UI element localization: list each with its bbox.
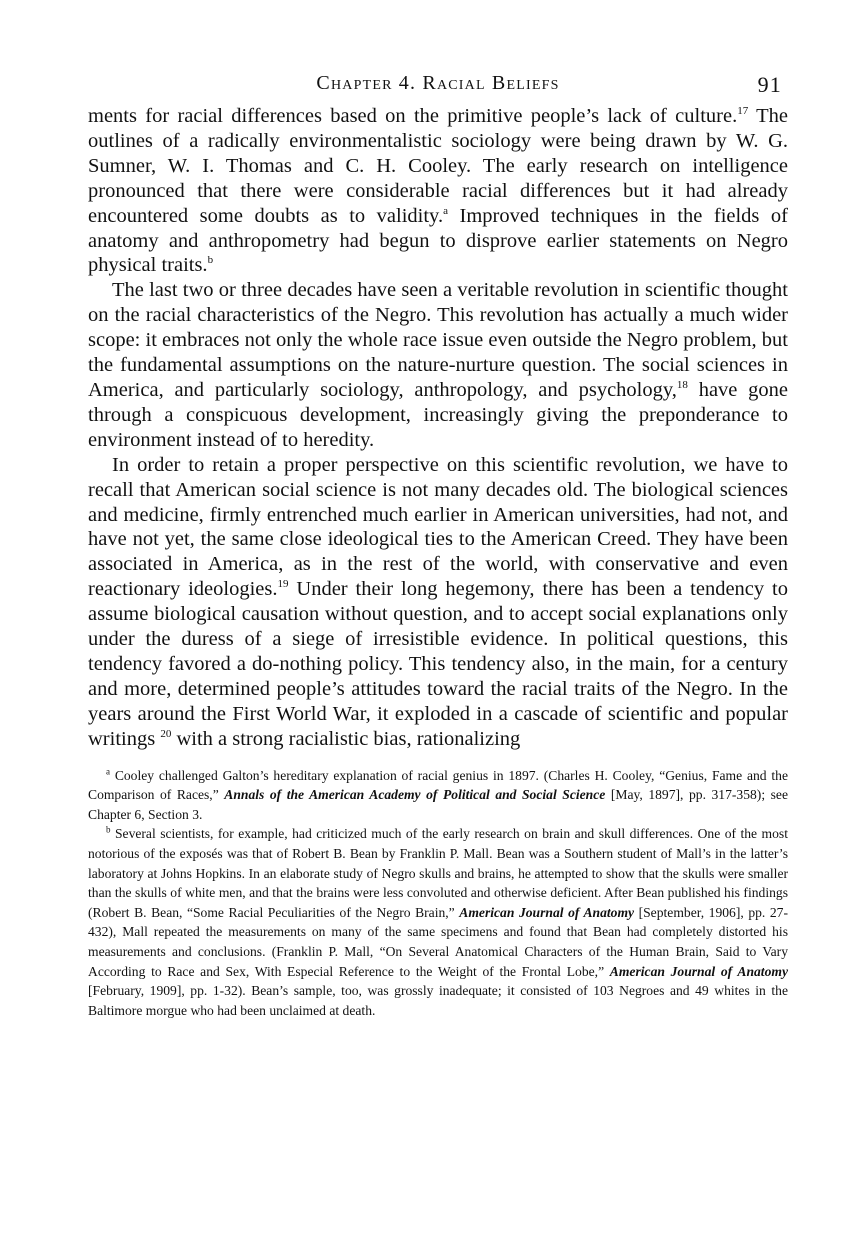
paragraph-text: Under their long hegemony, there has been a tendency to assume biological causation without question, and to accept social explanations only under the duress of a siege of irresistible evidence. In political questions, this tendency favored a do-nothing policy. This tendency also, in the main, for a century and more, determined people’s attitudes toward the racial traits of the Negro. In the years around the First World War, it exploded in a cascade of scientific and popular writings: [88, 578, 788, 750]
journal-title: American Journal of Anatomy: [609, 963, 788, 979]
footnote-ref: 18: [676, 379, 688, 392]
footnote-text: Cooley challenged Galton’s hereditary explanation of racial genius in 1897. (Charles H. Cooley, “Genius, Fame and the Comparison of Races,”: [88, 767, 788, 803]
footnote-marker: b: [106, 824, 111, 835]
journal-title: American Journal of Anatomy: [459, 904, 635, 920]
paragraph-1: [88, 104, 788, 278]
paragraph-2: [88, 278, 788, 452]
footnote-text: Several scientists, for example, had criticized much of the early research on brain and skull differences. One of the most notorious of the exposés was that of Robert B. Bean by Franklin P. Mall. Bean was a Southern student of Mall’s in the latter’s laboratory at Johns Hopkins. In an elaborate study of Negro skulls and brains, he attempted to show that the skulls were smaller than the skulls of white men, and that the brains were less convoluted and otherwise deficient. After Bean published his findings (Robert B. Bean, “Some Racial Peculiarities of the Negro Brain,”: [88, 826, 788, 920]
paragraph-text: In order to retain a proper perspective on this scientific revolution, we have to recall that American social science is not many decades old. The biological sciences and medicine, firmly entrenched much earlier in American universities, had not, and have not yet, the same close ideological ties to the American Creed. They have been associated in America, as in the rest of the world, with conservative and even reactionary ideologies.: [88, 453, 788, 601]
paragraph-text: Improved techniques in the fields of anatomy and anthropometry had begun to disprove earlier statements on Negro physical traits.: [88, 204, 788, 277]
page-number: 91: [757, 72, 782, 97]
footnote-text: [September, 1906], pp. 27-432), Mall repeated the measurements on many of the same specimens and found that Bean had completely distorted his measurements and conclusions. (Franklin P. Mall, “On Several Anatomical Characters of the Human Brain, Said to Vary According to Race and Sex, With Especial Reference to the Weight of the Frontal Lobe,”: [88, 904, 788, 979]
paragraph-text: with a strong racialistic bias, rationalizing: [171, 727, 521, 750]
paragraph-text: ments for racial differences based on the primitive people’s lack of culture.: [88, 105, 738, 127]
footnote-ref: b: [207, 254, 214, 267]
footnotes: [88, 766, 788, 1021]
footnote-marker: a: [106, 766, 110, 777]
footnote-text: [May, 1897], pp. 317-358); see Chapter 6, Section 3.: [88, 787, 788, 822]
footnote-b: [88, 824, 788, 1020]
book-page: [88, 72, 788, 1020]
footnote-ref: 19: [277, 578, 289, 591]
footnote-ref: 20: [160, 727, 172, 740]
chapter-title: Chapter 4. Racial Beliefs: [316, 72, 560, 94]
footnote-text: [February, 1909], pp. 1-32). Bean’s sample, too, was grossly inadequate; it consisted of 103 Negroes and 49 whites in the Baltimore morgue who had been unclaimed at death.: [88, 983, 788, 1018]
paragraph-text: The outlines of a radically environmentalistic sociology were being drawn by W. G. Sumner, W. I. Thomas and C. H. Cooley. The early research on intelligence pronounced that there were considerable racial differences but it had already encountered some doubts as to validity.: [88, 105, 788, 227]
journal-title: Annals of the American Academy of Political and Social Science: [224, 787, 606, 803]
paragraph-text: The last two or three decades have seen a veritable revolution in scientific thought on the racial characteristics of the Negro. This revolution has actually a much wider scope: it embraces not only the whole race issue even outside the Negro problem, but the fundamental assumptions on the nature-nurture question. The social sciences in America, and particularly sociology, anthropology, and psychology,: [88, 279, 788, 401]
body-text: [88, 104, 788, 752]
footnote-ref: 17: [737, 105, 749, 118]
paragraph-3: [88, 453, 788, 752]
footnote-a: [88, 766, 788, 825]
paragraph-text: have gone through a conspicuous development, increasingly giving the preponderance to environment instead of to heredity.: [88, 378, 789, 451]
footnote-ref: a: [443, 204, 448, 217]
running-header: [88, 72, 788, 104]
